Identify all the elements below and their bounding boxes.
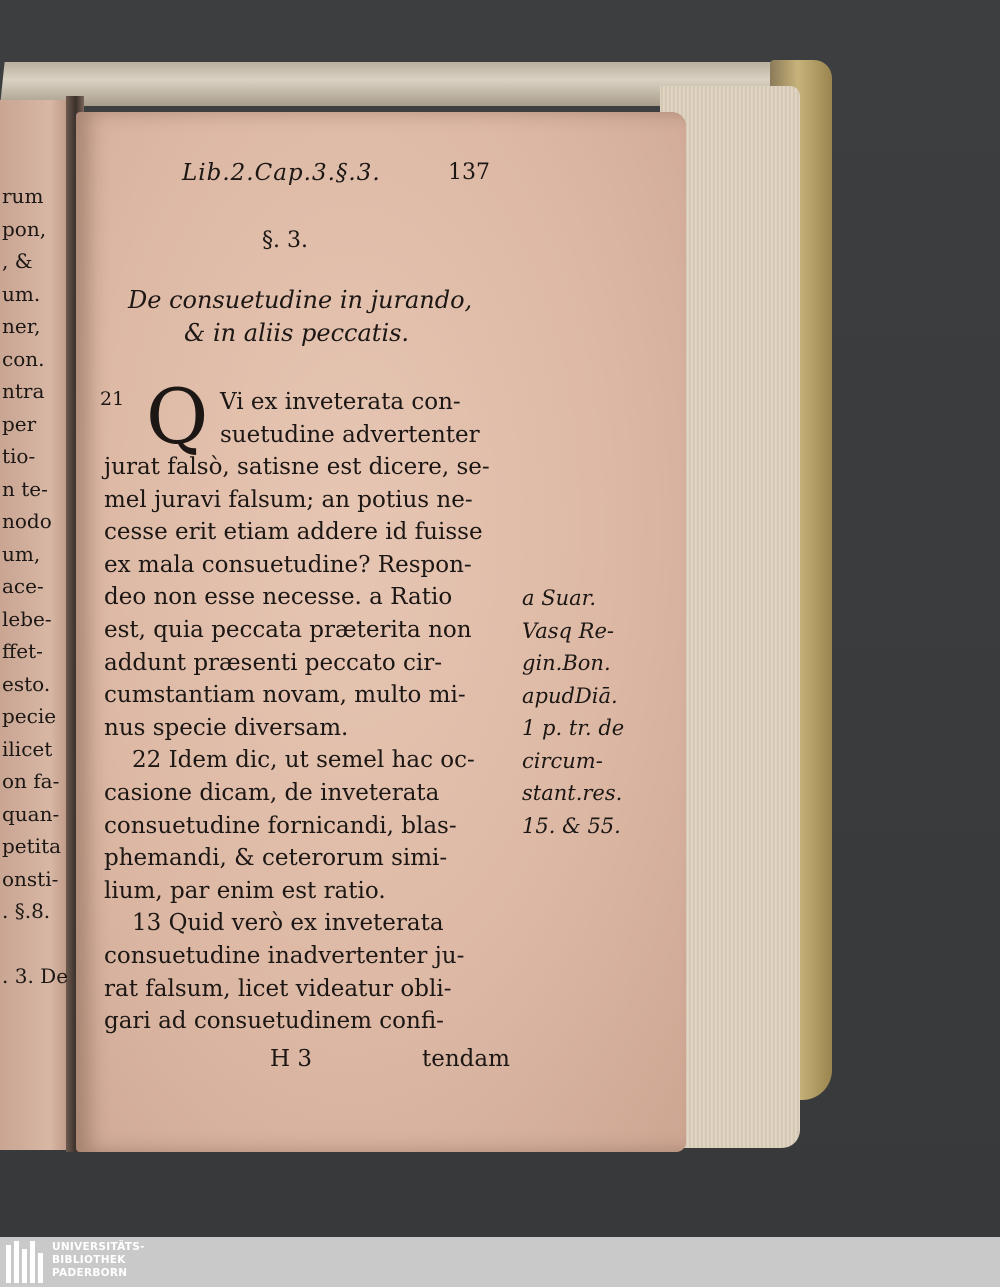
left-page-fragment: ilicet [2,736,53,761]
left-page-fragment: , & [2,249,33,273]
heading-line-2: & in aliis peccatis. [184,319,410,347]
body-line: deo non esse necesse. a Ratio [104,584,453,611]
signature-mark: H 3 [270,1046,313,1072]
body-line: consuetudine inadvertenter ju- [104,942,465,969]
marginal-note-line: 1 p. tr. de [522,716,625,740]
left-page-fragment: um, [2,541,41,566]
catchword: tendam [422,1046,510,1072]
library-footer [0,1237,1000,1287]
marginal-note-line: stant.res. [522,781,623,805]
marginal-note-line: apudDiā. [522,683,618,708]
left-page-fragment: nodo [2,509,52,533]
drop-capital: Q [146,372,209,461]
body-line: consuetudine fornicandi, blas- [104,812,457,839]
left-page-fragments [2,180,68,993]
left-page-fragment: ace- [2,574,44,598]
left-page-fragment: rum [2,184,44,208]
opening-line: suetudine advertenter [220,421,480,448]
page-number: 137 [448,160,490,185]
left-page-fragment: pon, [2,216,47,241]
left-page-fragment: . §.8. [2,899,51,923]
left-page-fragment: pecie [2,704,57,728]
marginal-note [522,582,624,842]
section-mark: §. 3. [262,228,308,253]
body-line: phemandi, & ceterorum simi- [104,845,448,872]
body-line: addunt præsenti peccato cir- [104,649,443,676]
section-heading [128,284,472,350]
running-header: Lib.2.Cap.3.§.3. [182,160,381,186]
left-page-fragment: ffet- [2,639,43,663]
body-line: gari ad consuetudinem confi- [104,1008,444,1035]
left-page-fragment: n te- [2,476,48,501]
body-line: 13 Quid verò ex inveterata [132,910,444,937]
left-page-fragment: lebe- [2,606,52,631]
heading-line-1: De consuetudine in jurando, [128,286,473,314]
body-text [104,451,490,1038]
left-page-fragment: on fa- [2,769,60,793]
left-page-fragment: um. [2,281,41,306]
left-page-fragment [2,928,68,961]
marginal-note-line: gin.Bon. [522,651,611,675]
marginal-note-line: circum- [522,748,603,773]
left-page-fragment: esto. [2,671,51,696]
body-line: mel juravi falsum; an potius ne- [104,486,473,513]
left-page-fragment: per [2,411,37,436]
body-line: rat falsum, licet videatur obli- [104,975,452,1002]
left-page-fragment: con. [2,346,45,371]
marginal-note-line: Vasq Re- [522,618,614,643]
body-line: est, quia peccata præterita non [104,616,472,643]
left-page-fragment: tio- [2,444,36,468]
marginal-note-line: a Suar. [522,586,597,610]
body-line: 22 Idem dic, ut semel hac oc- [132,747,475,774]
left-page-fragment: ntra [2,379,45,403]
body-line: lium, par enim est ratio. [104,877,386,904]
body-line: casione dicam, de inveterata [104,779,440,806]
body-line: ex mala consuetudine? Respon- [104,551,472,578]
body-line: cesse erit etiam addere id fuisse [104,519,483,546]
marginal-note-line: 15. & 55. [522,813,621,838]
opening-lines [220,386,480,451]
left-page-fragment: quan- [2,801,60,826]
body-line: nus specie diversam. [104,714,349,741]
opening-line: Vi ex inveterata con- [220,389,461,415]
left-page-fragment: petita [2,834,62,858]
left-page-fragment: onsti- [2,866,59,891]
left-page-fragment: . 3. De [2,964,69,988]
body-line: cumstantiam novam, multo mi- [104,682,466,709]
paragraph-number: 21 [100,388,125,410]
left-page-fragment: ner, [2,314,41,338]
library-logo-icon [6,1241,46,1283]
body-line: jurat falsò, satisne est dicere, se- [104,454,490,480]
library-name: UNIVERSITÄTS- BIBLIOTHEK PADERBORN [52,1241,145,1279]
